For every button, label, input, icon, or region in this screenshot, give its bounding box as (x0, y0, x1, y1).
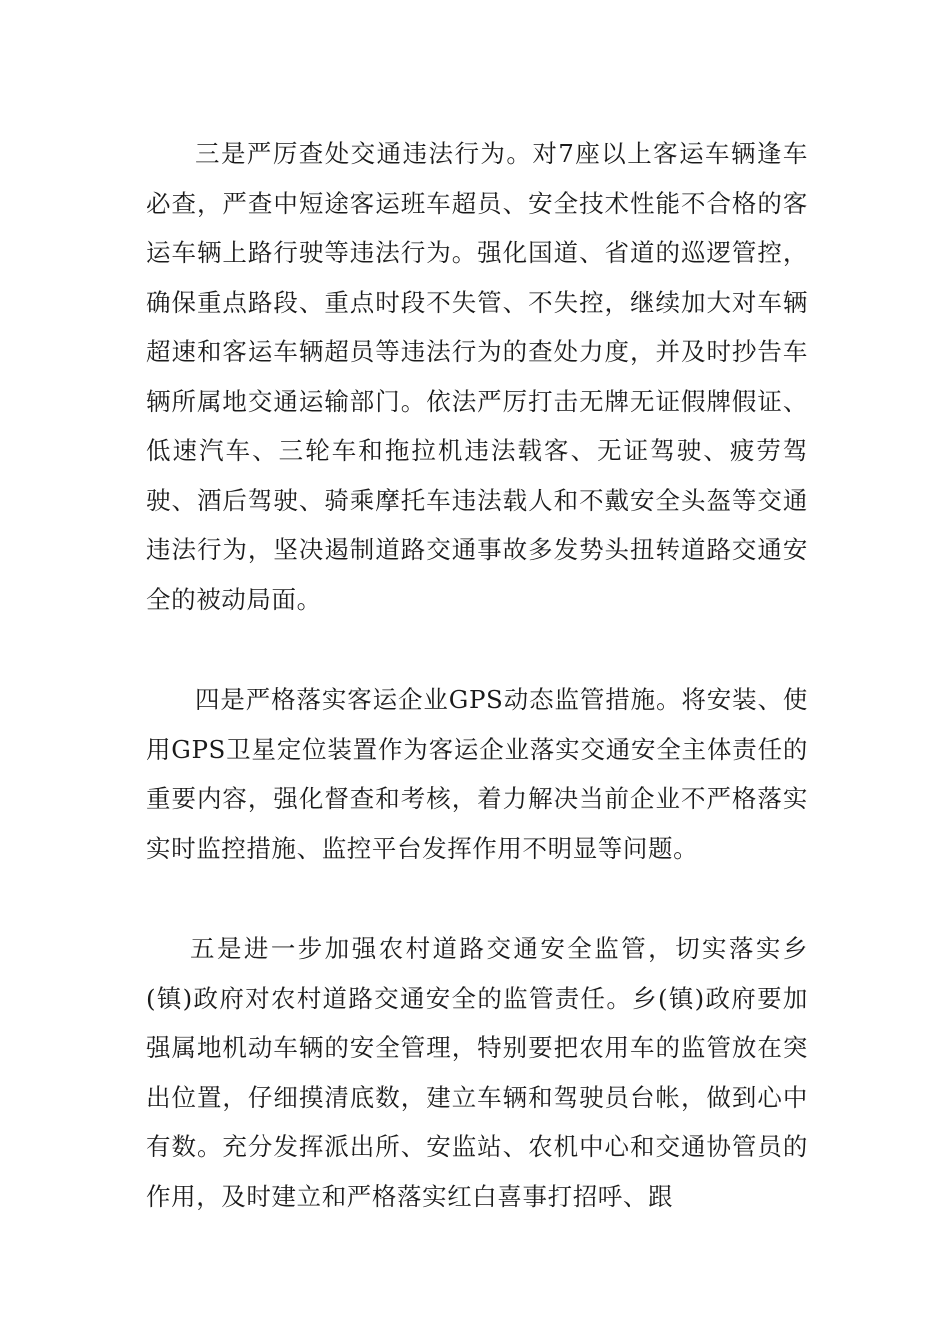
paragraph-5-rural-road-safety: 五是进一步加强农村道路交通安全监管，切实落实乡(镇)政府对农村道路交通安全的监管责任。乡(镇)政府要加强属地机动车辆的安全管理，特别要把农用车的监管放在突出位置，仔细摸清底数，建立车辆和驾驶员台帐，做到心中有数。充分发挥派出所、安监站、农机中心和交通协管员的作用，及时建立和严格落实红白喜事打招呼、跟 (146, 934, 808, 1211)
paragraph-3-strict-enforcement: 三是严厉查处交通违法行为。对7座以上客运车辆逢车必查，严查中短途客运班车超员、安全技术性能不合格的客运车辆上路行驶等违法行为。强化国道、省道的巡逻管控，确保重点路段、重点时段不失管、不失控，继续加大对车辆超速和客运车辆超员等违法行为的查处力度，并及时抄告车辆所属地交通运输部门。依法严厉打击无牌无证假牌假证、低速汽车、三轮车和拖拉机违法载客、无证驾驶、疲劳驾驶、酒后驾驶、骑乘摩托车违法载人和不戴安全头盔等交通违法行为，坚决遏制道路交通事故多发势头扭转道路交通安全的被动局面。 (146, 139, 808, 614)
paragraph-4-gps-supervision: 四是严格落实客运企业GPS动态监管措施。将安装、使用GPS卫星定位装置作为客运企业落实交通安全主体责任的重要内容，强化督查和考核，着力解决当前企业不严格落实实时监控措施、监控平台发挥作用不明显等问题。 (146, 685, 808, 863)
